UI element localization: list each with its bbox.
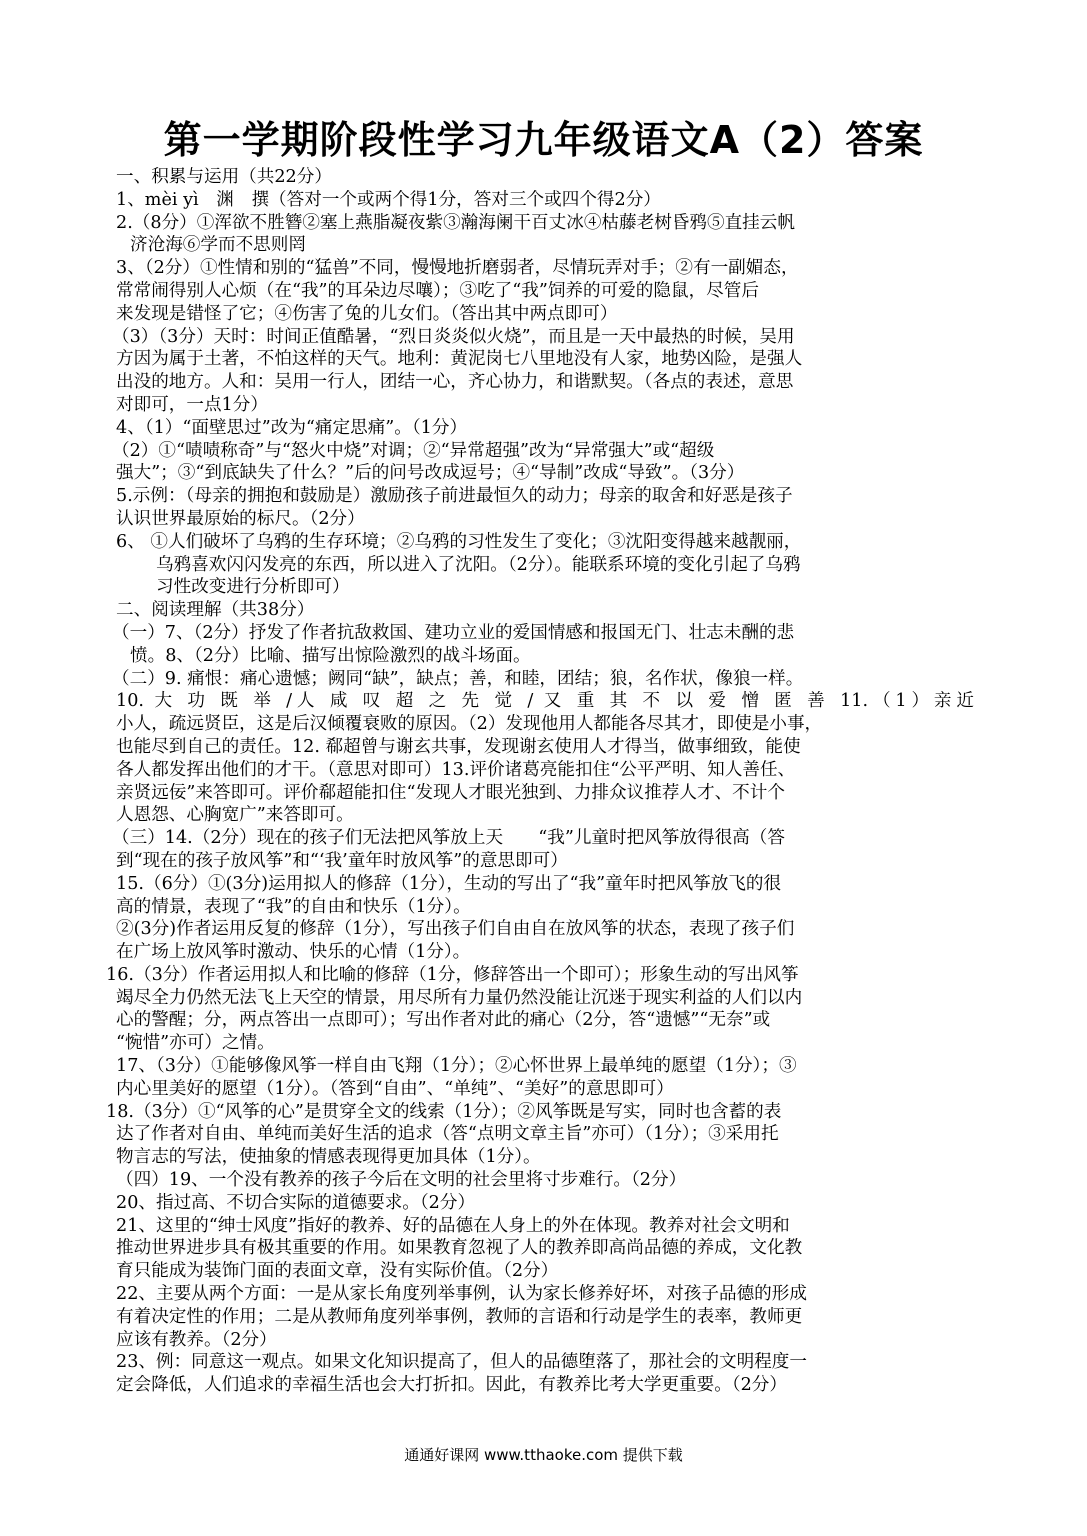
- text-line: 认识世界最原始的标尺。（2分）: [116, 508, 365, 529]
- text-line: 应该有教养。（2分）: [116, 1329, 277, 1350]
- text-line: 1、mèi yì 渊 撰（答对一个或两个得1分，答对三个或四个得2分）: [116, 189, 661, 210]
- answer-body: [106, 166, 974, 1397]
- text-line: 对即可，一点1分）: [116, 394, 268, 415]
- text-line: 6、 ①人们破坏了乌鸦的生存环境；②乌鸦的习性发生了变化；③沈阳变得越来越靓丽，: [116, 531, 802, 552]
- text-line: 强大”；③“到底缺失了什么？”后的问号改成逗号；④“导制”改成“导致”。（3分）: [116, 463, 745, 484]
- text-line: 有着决定性的作用；二是从教师角度列举事例，教师的言语和行动是学生的表率，教师更: [116, 1306, 803, 1327]
- text-line: 21、这里的“绅士风度”指好的教养、好的品德在人身上的外在体现。教养对社会文明和: [116, 1215, 790, 1236]
- text-line: 常常闹得别人心烦（在“我”的耳朵边尽嚷）；③吃了“我”饲养的可爱的隐鼠，尽管后: [116, 280, 759, 301]
- text-line: 3、（2分）①性情和别的“猛兽”不同，慢慢地折磨弱者，尽情玩弄对手；②有一副媚态，: [116, 258, 799, 279]
- text-line: 5.示例：（母亲的拥抱和鼓励是）激励孩子前进最恒久的动力；母亲的取舍和好恶是孩子: [116, 486, 793, 507]
- text-line: 23、例：同意这一观点。如果文化知识提高了，但人的品德堕落了，那社会的文明程度一: [116, 1352, 807, 1373]
- text-line: 亲贤远佞”来答即可。评价郗超能扣住“发现人才眼光独到、力排众议推荐人才、不计个: [116, 782, 785, 803]
- text-line: 15.（6分）①(3分)运用拟人的修辞（1分），生动的写出了“我”童年时把风筝放飞的很: [116, 873, 782, 894]
- text-line: （四）19、一个没有教养的孩子今后在文明的社会里将寸步难行。（2分）: [116, 1170, 687, 1191]
- text-line: 方因为属于土著，不怕这样的天气。地利：黄泥岗七八里地没有人家，地势凶险，是强人: [116, 349, 803, 370]
- text-line: 内心里美好的愿望（1分）。（答到“自由”、“单纯”、“美好”的意思即可）: [116, 1078, 674, 1099]
- text-line: 心的警醒；分，两点答出一点即可）；写出作者对此的痛心（2分，答“遗憾”“无奈”或: [116, 1010, 771, 1031]
- text-line: 达了作者对自由、单纯而美好生活的追求（答“点明文章主旨”亦可）（1分）；③采用托: [116, 1124, 779, 1145]
- text-line: 推动世界进步具有极其重要的作用。如果教育忽视了人的教养即高尚品德的养成，文化教: [116, 1238, 803, 1259]
- text-line: 17、（3分）①能够像风筝一样自由飞翔（1分）；②心怀世界上最单纯的愿望（1分）；③: [116, 1056, 797, 1077]
- page-footer: 通通好课网 www.tthaoke.com 提供下载: [404, 1446, 683, 1464]
- text-line: 出没的地方。人和：吴用一行人，团结一心，齐心协力，和谐默契。（各点的表述，意思: [116, 372, 794, 393]
- text-line: 愤。8、（2分）比喻、描写出惊险激烈的战斗场面。: [130, 645, 531, 666]
- text-line: 10. 大 功 既 举 /人 咸 叹 超 之 先 觉 / 又 重 其 不 以 爱 憎 匿 善 11.（1）亲近: [116, 691, 974, 712]
- text-line: 人恩怨、心胸宽广”来答即可。: [116, 805, 354, 826]
- text-line: 二、阅读理解（共38分）: [116, 600, 315, 621]
- text-line: 在广场上放风筝时激动、快乐的心情（1分）。: [116, 942, 471, 963]
- text-line: 各人都发挥出他们的才干。（意思对即可）13.评价诸葛亮能扣住“公平严明、知人善任、: [116, 759, 796, 780]
- text-line: 定会降低，人们追求的幸福生活也会大打折扣。因此，有教养比考大学更重要。（2分）: [116, 1375, 787, 1396]
- text-line: 4、（1）“面壁思过”改为“痛定思痛”。（1分）: [116, 417, 468, 438]
- text-line: 济沧海⑥学而不思则罔: [130, 235, 306, 256]
- text-line: 16.（3分）作者运用拟人和比喻的修辞（1分，修辞答出一个即可）；形象生动的写出风筝: [106, 964, 799, 985]
- text-line: 来发现是错怪了它；④伤害了兔的儿女们。（答出其中两点即可）: [116, 303, 618, 324]
- text-line: 乌鸦喜欢闪闪发亮的东西，所以进入了沈阳。（2分）。能联系环境的变化引起了乌鸦: [156, 554, 801, 575]
- text-line: 22、主要从两个方面：一是从家长角度列举事例，认为家长修养好坏，对孩子品德的形成: [116, 1284, 807, 1305]
- text-line: 20、指过高、不切合实际的道德要求。（2分）: [116, 1192, 476, 1213]
- text-line: 到“现在的孩子放风筝”和“‘我’童年时放风筝”的意思即可）: [116, 850, 568, 871]
- text-line: 习性改变进行分析即可）: [156, 577, 350, 598]
- text-line: 小人，疏远贤臣，这是后汉倾覆衰败的原因。（2）发现他用人都能各尽其才，即使是小事，: [116, 714, 823, 735]
- page-title: 第一学期阶段性学习九年级语文A（2）答案: [163, 118, 924, 162]
- text-line: 一、积累与运用（共22分）: [116, 167, 332, 187]
- text-line: “惋惜”亦可）之情。: [116, 1033, 275, 1054]
- text-line: 高的情景，表现了“我”的自由和快乐（1分）。: [116, 896, 471, 917]
- text-line: 18.（3分）①“风筝的心”是贯穿全文的线索（1分）；②风筝既是写实，同时也含蓄的表: [106, 1101, 782, 1122]
- text-line: 育只能成为装饰门面的表面文章，没有实际价值。（2分）: [116, 1261, 559, 1282]
- text-line: （二）9. 痛恨：痛心遗憾；阙同“缺”，缺点；善，和睦，团结；狼，名作状，像狼一样。: [112, 668, 804, 689]
- text-line: 2.（8分）①浑欲不胜簪②塞上燕脂凝夜紫③瀚海阑干百丈冰④枯藤老树昏鸦⑤直挂云帆: [116, 212, 795, 233]
- text-line: （2）①“啧啧称奇”与“怒火中烧”对调；②“异常超强”改为“异常强大”或“超级: [112, 440, 715, 461]
- text-line: （3）（3分）天时：时间正值酷暑，“烈日炎炎似火烧”，而且是一天中最热的时候，吴用: [112, 326, 795, 347]
- text-line: ②(3分)作者运用反复的修辞（1分），写出孩子们自由自在放风筝的状态，表现了孩子们: [116, 919, 795, 940]
- text-line: 物言志的写法，使抽象的情感表现得更加具体（1分）。: [116, 1147, 541, 1168]
- text-line: 也能尽到自己的责任。12. 郗超曾与谢玄共事，发现谢玄使用人才得当，做事细致，能使: [116, 736, 801, 757]
- text-line: （一）7、（2分）抒发了作者抗敌救国、建功立业的爱国情感和报国无门、壮志未酬的悲: [112, 622, 795, 643]
- text-line: （三）14.（2分）现在的孩子们无法把风筝放上天 “我”儿童时把风筝放得很高（答: [112, 828, 785, 849]
- text-line: 竭尽全力仍然无法飞上天空的情景，用尽所有力量仍然没能让沉迷于现实利益的人们以内: [116, 987, 803, 1008]
